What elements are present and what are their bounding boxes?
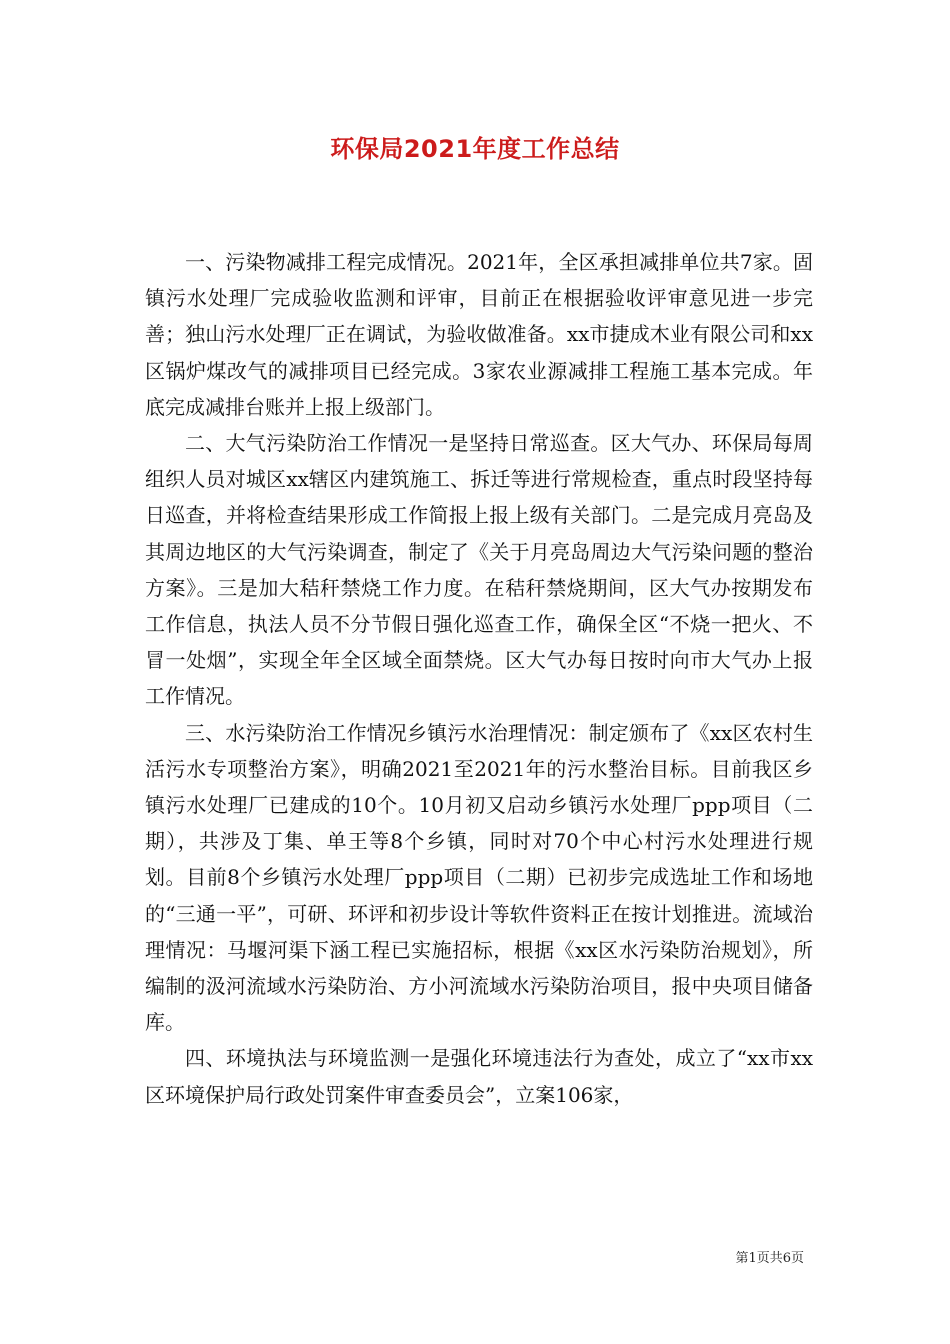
document-title: 环保局2021年度工作总结 bbox=[330, 135, 620, 163]
paragraph-emission-reduction: 一、污染物减排工程完成情况。2021年，全区承担减排单位共7家。固镇污水处理厂完成验收监测和评审，目前正在根据验收评审意见进一步完善；独山污水处理厂正在调试，为验收做准备。xx市捷成木业有限公司和xx区锅炉煤改气的减排项目已经完成。3家农业源减排工程施工基本完成。年底完成减排台账并上报上级部门。 bbox=[145, 250, 813, 419]
document-body bbox=[145, 244, 813, 1113]
page-number-footer: 第1页共6页 bbox=[735, 1251, 804, 1266]
paragraph-air-pollution: 二、大气污染防治工作情况一是坚持日常巡查。区大气办、环保局每周组织人员对城区xx辖区内建筑施工、拆迁等进行常规检查，重点时段坚持每日巡查，并将检查结果形成工作简报上报上级有关部门。二是完成月亮岛及其周边地区的大气污染调查，制定了《关于月亮岛周边大气污染问题的整治方案》。三是加大秸秆禁烧工作力度。在秸秆禁烧期间，区大气办按期发布工作信息，执法人员不分节假日强化巡查工作，确保全区“不烧一把火、不冒一处烟”，实现全年全区域全面禁烧。区大气办每日按时向市大气办上报工作情况。 bbox=[145, 431, 813, 709]
paragraph-law-enforcement: 四、环境执法与环境监测一是强化环境违法行为查处，成立了“xx市xx区环境保护局行政处罚案件审查委员会”，立案106家， bbox=[145, 1046, 813, 1107]
paragraph-water-pollution: 三、水污染防治工作情况乡镇污水治理情况：制定颁布了《xx区农村生活污水专项整治方案》，明确2021至2021年的污水整治目标。目前我区乡镇污水处理厂已建成的10个。10月初又启动乡镇污水处理厂ppp项目（二期），共涉及丁集、单王等8个乡镇，同时对70个中心村污水处理进行规划。目前8个乡镇污水处理厂ppp项目（二期）已初步完成选址工作和场地的“三通一平”，可研、环评和初步设计等软件资料正在按计划推进。流域治理情况：马堰河渠下涵工程已实施招标，根据《xx区水污染防治规划》，所编制的汲河流域水污染防治、方小河流域水污染防治项目，报中央项目储备库。 bbox=[145, 720, 813, 1035]
